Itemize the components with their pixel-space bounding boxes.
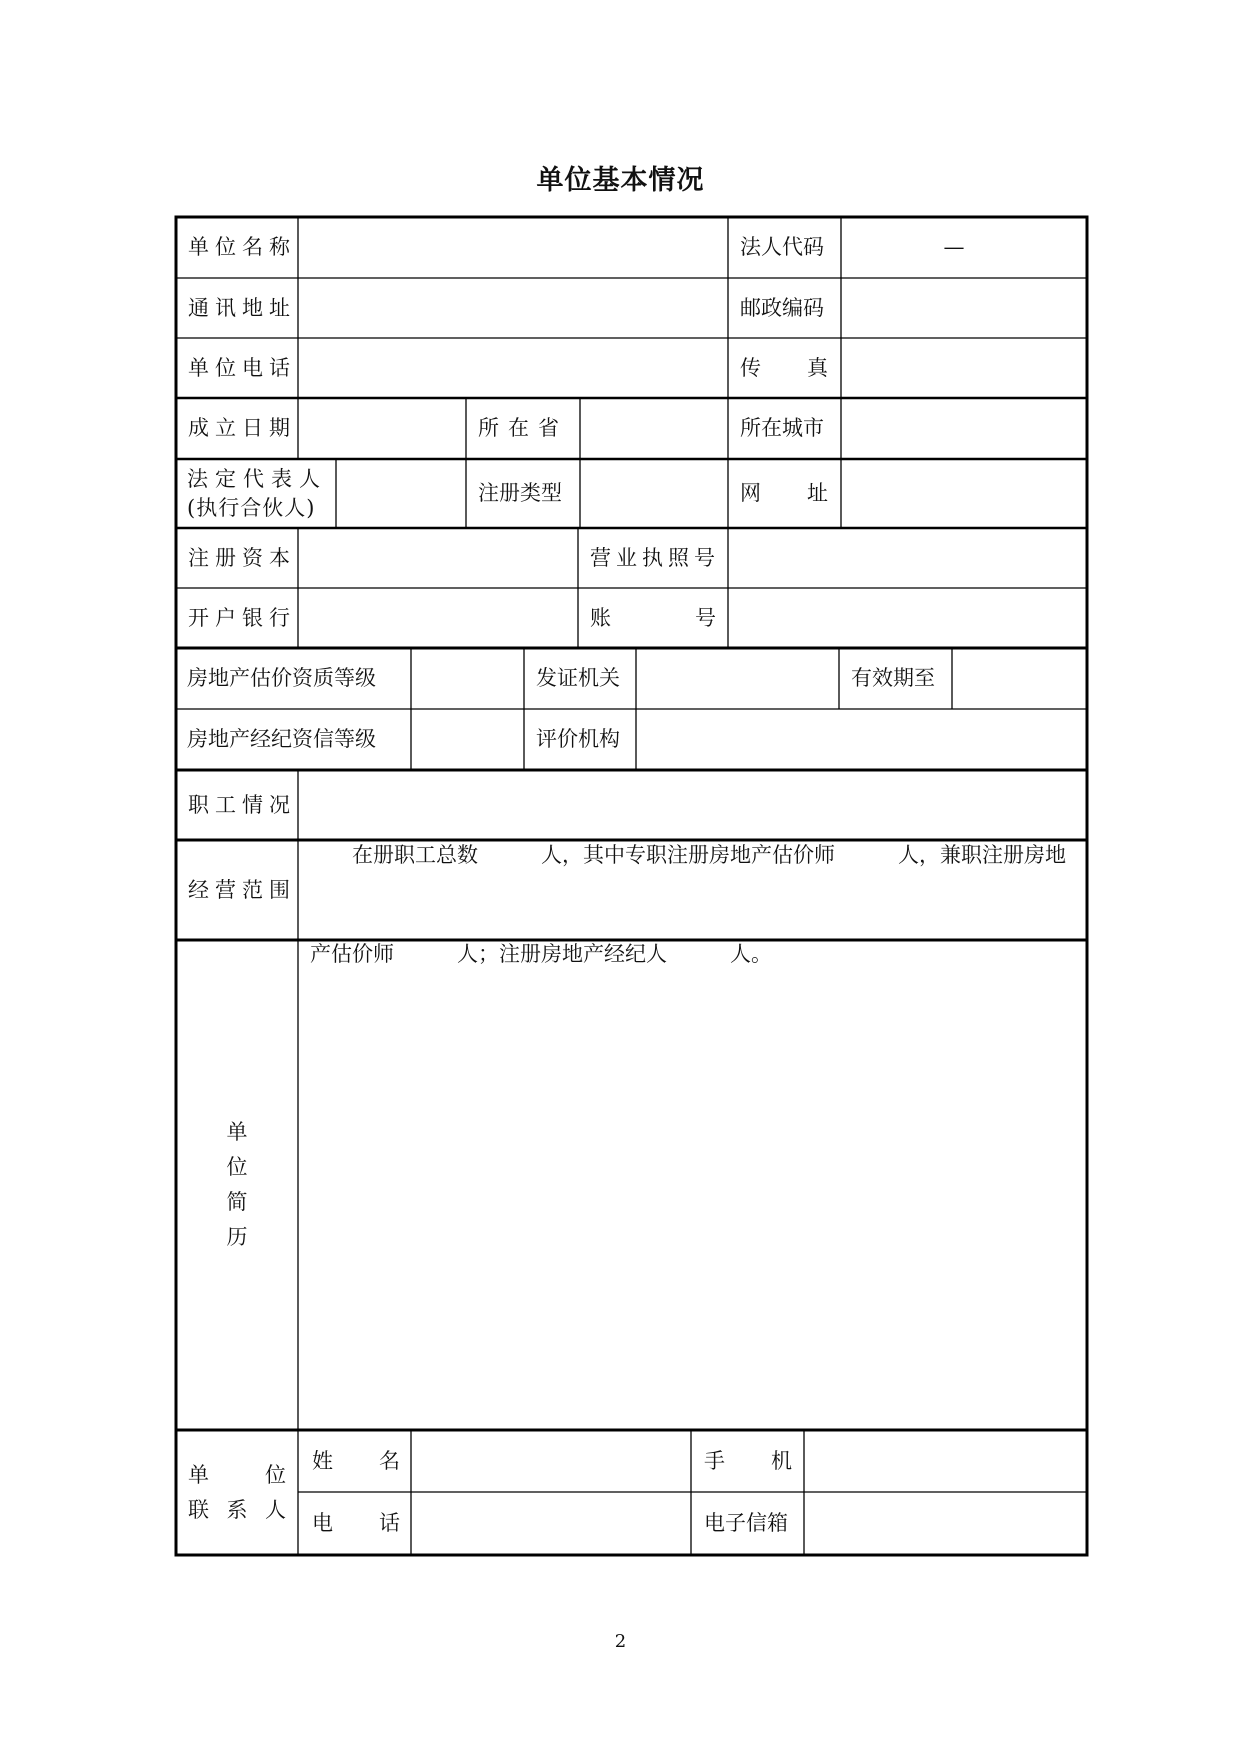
reg-type-label: 注册类型 — [478, 481, 562, 505]
address-field[interactable] — [300, 279, 726, 337]
fax-label-b: 真 — [807, 355, 828, 380]
scope-label: 经营范围 — [188, 877, 296, 902]
rating-org-label: 评价机构 — [536, 727, 620, 751]
appraisal-grade-field[interactable] — [413, 650, 522, 708]
profile-char-3: 简 — [226, 1190, 248, 1214]
postcode-field[interactable] — [843, 279, 1085, 337]
legal-code-label: 法人代码 — [740, 235, 824, 259]
address-label: 通讯地址 — [188, 295, 296, 320]
unit-name-field[interactable] — [300, 219, 726, 277]
contact-label-line1 — [188, 1462, 286, 1487]
website-label-a: 网 — [740, 481, 761, 505]
contact-tel-label-a: 电 — [312, 1511, 333, 1535]
fax-label-a: 传 — [740, 355, 761, 380]
email-field[interactable] — [806, 1494, 1085, 1552]
unit-name-label: 单位名称 — [188, 235, 296, 259]
province-label: 所在省 — [478, 416, 568, 440]
contact-char-3: 联 — [188, 1497, 209, 1522]
bank-field[interactable] — [300, 589, 576, 646]
page-title: 单位基本情况 — [536, 165, 705, 196]
account-field[interactable] — [730, 589, 1085, 646]
contact-char-5: 人 — [265, 1497, 286, 1522]
appraisal-grade-label: 房地产估价资质等级 — [187, 666, 376, 690]
province-field[interactable] — [582, 400, 726, 458]
broker-grade-label: 房地产经纪资信等级 — [187, 727, 376, 751]
contact-name-label-a: 姓 — [312, 1448, 333, 1473]
contact-char-1: 单 — [188, 1462, 209, 1487]
legal-code-field[interactable]: — — [943, 235, 965, 259]
contact-name-label-b: 名 — [379, 1448, 400, 1473]
reg-type-field[interactable] — [582, 461, 726, 527]
bank-label: 开户银行 — [188, 605, 296, 630]
mobile-label — [704, 1430, 792, 1492]
valid-until-field[interactable] — [954, 650, 1085, 708]
page-number: 2 — [614, 1631, 627, 1652]
profile-field[interactable] — [300, 943, 1085, 1428]
contact-tel-field[interactable] — [413, 1494, 689, 1552]
mobile-label-a: 手 — [704, 1448, 725, 1473]
profile-label — [176, 940, 298, 1430]
founded-label: 成立日期 — [188, 416, 296, 440]
rating-org-field[interactable] — [638, 710, 1085, 768]
city-label: 所在城市 — [740, 416, 824, 440]
contact-name-field[interactable] — [413, 1433, 689, 1491]
license-no-label: 营业执照号 — [590, 545, 720, 570]
contact-label — [188, 1430, 286, 1555]
profile-char-4: 历 — [226, 1225, 248, 1249]
legal-rep-label — [187, 459, 327, 528]
profile-char-1: 单 — [226, 1120, 248, 1144]
reg-capital-field[interactable] — [300, 530, 576, 587]
unit-phone-field[interactable] — [300, 339, 726, 397]
contact-tel-label-b: 话 — [379, 1511, 400, 1535]
email-label: 电子信箱 — [704, 1511, 788, 1535]
legal-rep-label-line2: (执行合伙人) — [187, 495, 316, 520]
reg-capital-label: 注册资本 — [188, 545, 296, 570]
contact-char-2: 位 — [265, 1462, 286, 1487]
contact-char-4: 系 — [226, 1497, 248, 1522]
contact-tel-label — [312, 1492, 400, 1555]
mobile-field[interactable] — [806, 1433, 1085, 1491]
staff-statement-line1: 在册职工总数 人，其中专职注册房地产估价师 人，兼职注册房地 — [310, 843, 1066, 867]
account-label — [590, 588, 716, 648]
city-field[interactable] — [843, 400, 1085, 458]
website-label — [740, 459, 828, 528]
fax-label — [740, 338, 828, 398]
valid-until-label: 有效期至 — [851, 666, 935, 690]
legal-rep-label-line1: 法定代表人 — [187, 466, 327, 491]
mobile-label-b: 机 — [771, 1448, 792, 1473]
staff-label: 职工情况 — [188, 792, 296, 817]
fax-field[interactable] — [843, 339, 1085, 397]
contact-name-label — [312, 1430, 400, 1492]
website-field[interactable] — [843, 461, 1085, 527]
issuer-field[interactable] — [638, 650, 837, 708]
scope-field[interactable] — [300, 843, 1085, 938]
postcode-label: 邮政编码 — [740, 295, 824, 320]
account-label-b: 号 — [695, 605, 716, 630]
unit-phone-label: 单位电话 — [188, 355, 296, 380]
website-label-b: 址 — [807, 481, 828, 505]
license-no-field[interactable] — [730, 530, 1085, 587]
profile-char-2: 位 — [226, 1155, 248, 1179]
account-label-a: 账 — [590, 605, 611, 630]
founded-field[interactable] — [300, 400, 464, 458]
legal-rep-field[interactable] — [338, 461, 464, 527]
issuer-label: 发证机关 — [536, 666, 620, 690]
broker-grade-field[interactable] — [413, 710, 522, 768]
staff-statement-line2: 产估价师 人；注册房地产经纪人 人。 — [310, 942, 772, 966]
contact-label-line2 — [188, 1497, 286, 1522]
